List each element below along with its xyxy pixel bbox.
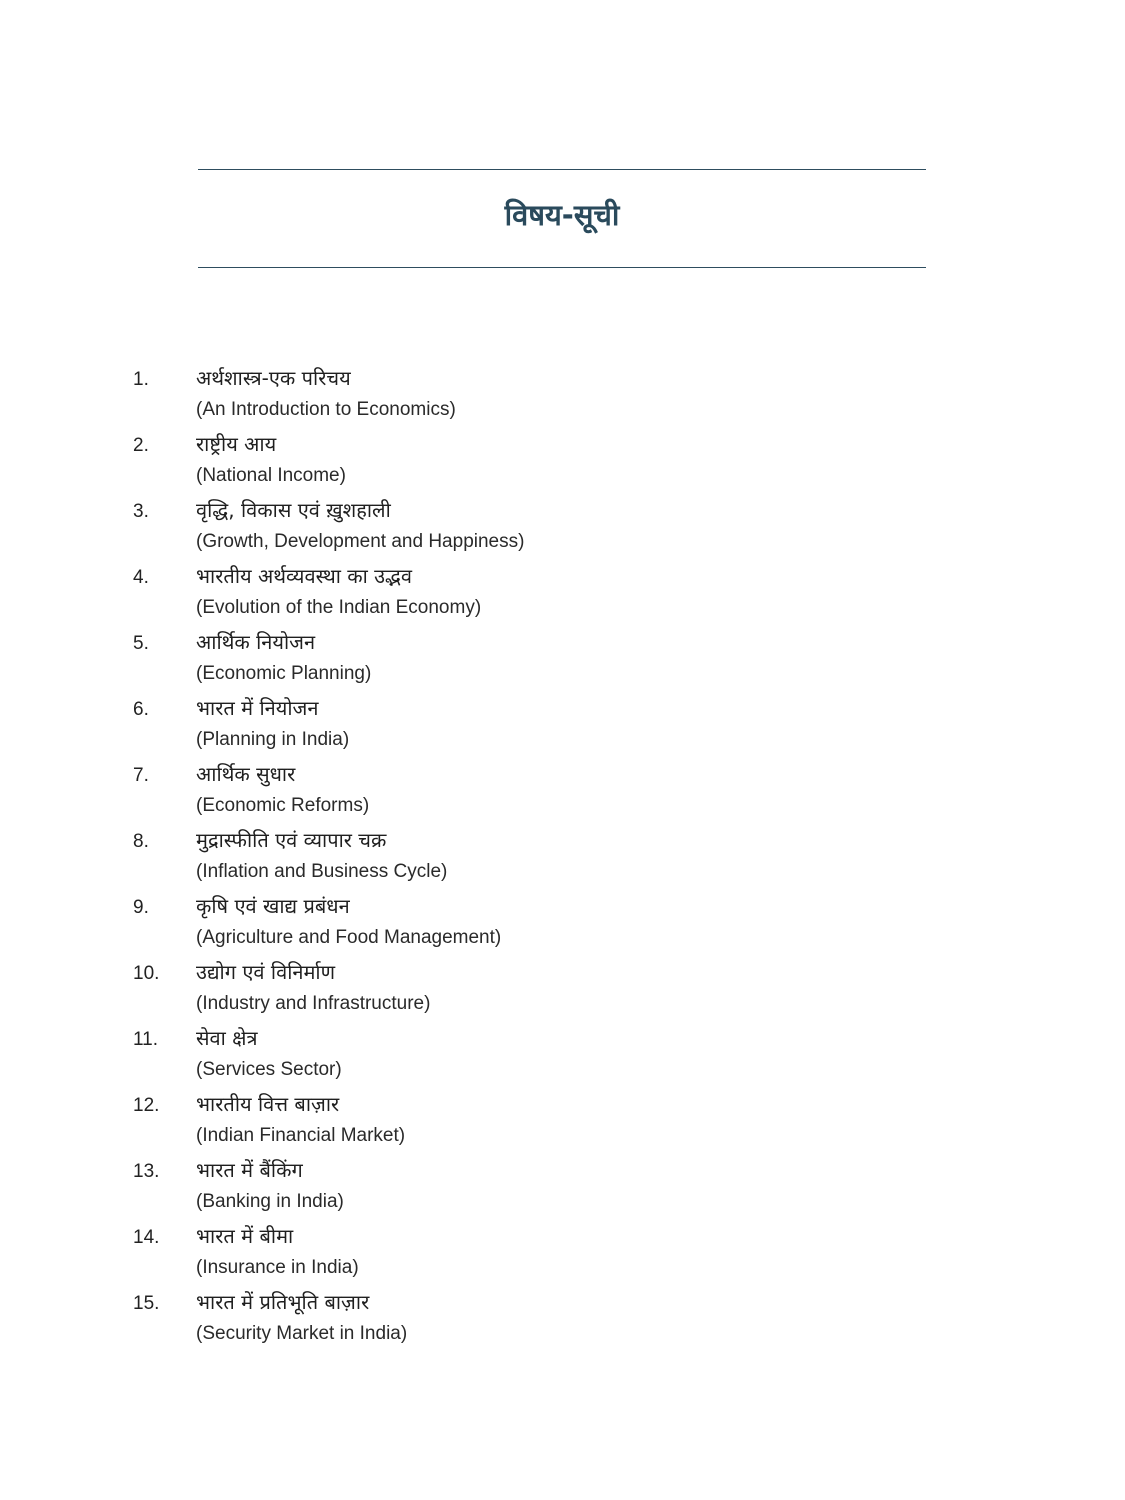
toc-entry (0, 492, 1125, 558)
toc-entry-number: 11. (133, 1029, 159, 1050)
toc-entry-english-title: (Agriculture and Food Management) (196, 927, 502, 948)
toc-entry-number: 7. (133, 765, 149, 786)
toc-entry-hindi-title: अर्थशास्त्र-एक परिचय (196, 366, 351, 390)
toc-entry-number: 2. (133, 435, 149, 456)
toc-entry-english-title: (Banking in India) (196, 1191, 344, 1212)
toc-entry-number: 15. (133, 1293, 160, 1314)
title-top-rule (198, 169, 926, 170)
toc-entry (0, 1086, 1125, 1152)
toc-entry-hindi-title: उद्योग एवं विनिर्माण (196, 960, 336, 984)
toc-entry-hindi-title: भारतीय वित्त बाज़ार (196, 1092, 340, 1116)
toc-entry-english-title: (National Income) (196, 465, 346, 486)
toc-entry-english-title: (Indian Financial Market) (196, 1125, 406, 1146)
toc-entry-number: 13. (133, 1161, 160, 1182)
toc-entry-hindi-title: कृषि एवं खाद्य प्रबंधन (196, 894, 350, 918)
toc-entry (0, 888, 1125, 954)
toc-entry (0, 558, 1125, 624)
toc-entry (0, 360, 1125, 426)
toc-entry-hindi-title: मुद्रास्फीति एवं व्यापार चक्र (196, 828, 387, 852)
toc-entry-english-title: (Planning in India) (196, 729, 350, 750)
toc-entry-hindi-title: भारत में प्रतिभूति बाज़ार (196, 1290, 370, 1314)
page-title: विषय-सूची (504, 198, 620, 232)
toc-entry-number: 14. (133, 1227, 160, 1248)
toc-entry-hindi-title: भारत में नियोजन (196, 696, 319, 720)
toc-entry-english-title: (Security Market in India) (196, 1323, 408, 1344)
toc-entry (0, 756, 1125, 822)
toc-entry (0, 690, 1125, 756)
toc-entry (0, 426, 1125, 492)
toc-entry-hindi-title: आर्थिक नियोजन (196, 630, 316, 654)
toc-entry-english-title: (Growth, Development and Happiness) (196, 531, 525, 552)
table-of-contents (0, 360, 1125, 1350)
toc-entry-number: 10. (133, 963, 160, 984)
toc-entry-english-title: (Economic Reforms) (196, 795, 370, 816)
toc-entry-english-title: (Inflation and Business Cycle) (196, 861, 448, 882)
toc-entry-hindi-title: भारत में बीमा (196, 1224, 294, 1248)
toc-entry-number: 9. (133, 897, 149, 918)
toc-entry-number: 4. (133, 567, 149, 588)
toc-entry-english-title: (Economic Planning) (196, 663, 372, 684)
toc-entry-number: 1. (133, 369, 149, 390)
toc-entry (0, 822, 1125, 888)
title-bottom-rule (198, 267, 926, 268)
toc-entry-number: 12. (133, 1095, 160, 1116)
toc-entry-hindi-title: राष्ट्रीय आय (196, 432, 277, 456)
toc-entry-hindi-title: भारत में बैंकिंग (196, 1158, 303, 1182)
toc-entry-hindi-title: भारतीय अर्थव्यवस्था का उद्भव (196, 564, 413, 588)
toc-entry-number: 8. (133, 831, 149, 852)
toc-entry (0, 1020, 1125, 1086)
toc-entry-english-title: (Evolution of the Indian Economy) (196, 597, 482, 618)
toc-entry-english-title: (Industry and Infrastructure) (196, 993, 431, 1014)
toc-entry-hindi-title: सेवा क्षेत्र (196, 1026, 258, 1050)
toc-entry-hindi-title: वृद्धि, विकास एवं ख़ुशहाली (196, 498, 391, 522)
toc-entry-number: 5. (133, 633, 149, 654)
toc-entry-number: 3. (133, 501, 149, 522)
toc-entry-hindi-title: आर्थिक सुधार (196, 762, 296, 786)
toc-entry (0, 1284, 1125, 1350)
toc-entry-english-title: (Services Sector) (196, 1059, 342, 1080)
toc-entry (0, 1218, 1125, 1284)
toc-entry-english-title: (An Introduction to Economics) (196, 399, 456, 420)
toc-entry (0, 624, 1125, 690)
toc-entry-english-title: (Insurance in India) (196, 1257, 359, 1278)
toc-entry (0, 954, 1125, 1020)
toc-entry (0, 1152, 1125, 1218)
toc-entry-number: 6. (133, 699, 149, 720)
